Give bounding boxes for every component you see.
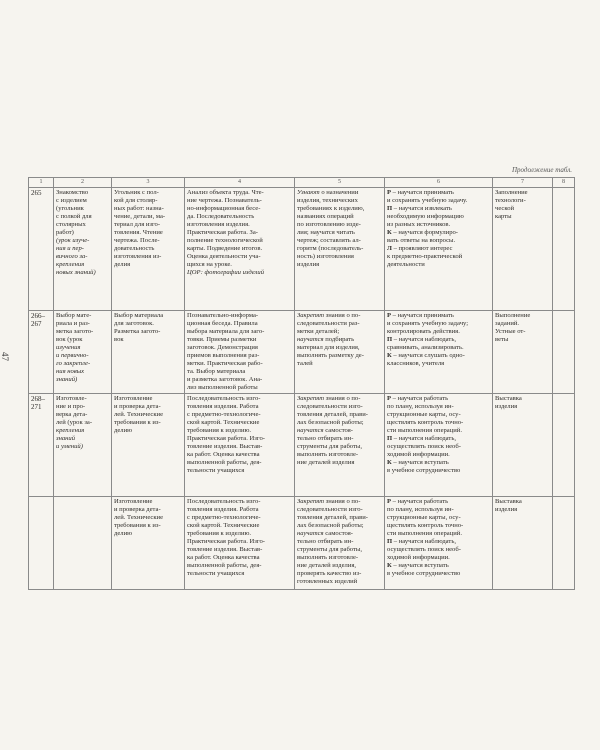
uud-line: к предметно-практической xyxy=(387,253,463,260)
uud-line: сти выполнения операций. xyxy=(387,427,462,434)
uud-line: и сохранять учебную задачу; xyxy=(387,320,469,327)
uud-key: П xyxy=(387,435,393,442)
subject-results-cell xyxy=(295,497,385,590)
topic-line: верка дета- xyxy=(56,411,88,418)
activity-line: товления изделия. Работа xyxy=(187,403,259,410)
uud-line: в учебное сотрудничество xyxy=(387,467,461,474)
column-number: 5 xyxy=(295,178,385,188)
uud-line: Р – научатся принимать xyxy=(387,189,454,196)
column-number: 8 xyxy=(553,178,575,188)
subject-line: по изготовлению изде- xyxy=(297,221,361,228)
content-line: довательность xyxy=(114,245,155,252)
uud-line: ходимой информации. xyxy=(387,451,450,458)
subject-line: выполнять изготовле- xyxy=(297,451,359,458)
control-cell xyxy=(493,394,553,497)
subject-line: проверять качество из- xyxy=(297,570,362,577)
uud-cell xyxy=(385,497,493,590)
content-line: требования к из- xyxy=(114,522,161,529)
content-line: Разметка загото- xyxy=(114,328,161,335)
content-line: вок xyxy=(114,336,124,343)
content-line: чение, детали, ма- xyxy=(114,213,166,220)
topic-line: вичного за- xyxy=(56,253,88,260)
uud-key: П xyxy=(387,205,393,212)
lesson-number: 265 xyxy=(31,189,42,197)
topic-line: изучения xyxy=(56,344,81,351)
uud-key: Р xyxy=(387,312,392,319)
subject-line: товления деталей, прави- xyxy=(297,411,368,418)
activity-line: полнение технологической xyxy=(187,237,263,244)
content-line: для заготовок. xyxy=(114,320,154,327)
subject-line: следовательности раз- xyxy=(297,320,360,327)
subject-line: Закрепят знания о по- xyxy=(297,312,361,319)
subject-line: тельно отбирать ин- xyxy=(297,538,354,545)
subject-results-cell xyxy=(295,188,385,311)
content-line: изготовления из- xyxy=(114,253,162,260)
content-line: Изготовление xyxy=(114,395,153,402)
topic-line: ние и про- xyxy=(56,403,86,410)
subject-line: следовательности изго- xyxy=(297,403,363,410)
control-cell xyxy=(493,311,553,394)
subject-line: выполнять изготовле- xyxy=(297,554,359,561)
subject-line-lead: Закрепят xyxy=(297,312,324,319)
activity-line: товления изделия. Работа xyxy=(187,506,259,513)
uud-key: К xyxy=(387,459,392,466)
activity-line: Практическая работа. За- xyxy=(187,229,258,236)
control-line: Выставка xyxy=(495,395,522,402)
topic-cell xyxy=(54,188,112,311)
topic-line: Знакомство xyxy=(56,189,89,196)
topic-line: ния и пер- xyxy=(56,245,84,252)
uud-line: в учебное сотрудничество xyxy=(387,570,461,577)
subject-line: струменты для работы, xyxy=(297,546,362,553)
activity-line: изготовления изделия. xyxy=(187,221,250,228)
content-cell xyxy=(112,188,185,311)
uud-line: П – научатся извлекать xyxy=(387,205,452,212)
topic-line: (урок изуче- xyxy=(56,237,90,244)
activity-line: ЦОР: фотографии изделий xyxy=(187,269,265,276)
topic-line: крепления xyxy=(56,261,85,268)
content-line: лей. Технические xyxy=(114,514,164,521)
uud-key: К xyxy=(387,562,392,569)
activity-line: та. Выбор материала xyxy=(187,368,246,375)
activity-cell xyxy=(185,394,295,497)
content-line: и проверка дета- xyxy=(114,506,161,513)
column-number: 6 xyxy=(385,178,493,188)
control-cell xyxy=(493,497,553,590)
table-row xyxy=(29,188,575,311)
uud-line: контролировать действия. xyxy=(387,328,460,335)
lesson-number: 268– xyxy=(31,395,45,403)
subject-results-cell xyxy=(295,311,385,394)
control-line: Устные от- xyxy=(495,328,526,335)
control-line: ческой xyxy=(495,205,515,212)
activity-line: товки. Приемы разметки xyxy=(187,336,257,343)
topic-line: и первично- xyxy=(56,352,89,359)
control-line: Выставка xyxy=(495,498,522,505)
empty-cell xyxy=(553,188,575,311)
uud-line: струкционные карты, осу- xyxy=(387,514,461,521)
lesson-number: 267 xyxy=(31,320,42,328)
topic-cell xyxy=(54,497,112,590)
subject-line: лах безопасной работы; xyxy=(297,419,364,426)
uud-line: П – научатся наблюдать, xyxy=(387,336,456,343)
content-line: делию xyxy=(114,530,133,537)
subject-line: материал для изделия, xyxy=(297,344,360,351)
topic-line: метка загото- xyxy=(56,328,94,335)
subject-line-lead: Узнают xyxy=(297,189,320,196)
uud-line: Р – научатся принимать xyxy=(387,312,454,319)
control-line: технологи- xyxy=(495,197,526,204)
table-row xyxy=(29,497,575,590)
page-number: 47 xyxy=(0,352,10,361)
empty-cell xyxy=(553,394,575,497)
content-line: чертежа. После- xyxy=(114,237,160,244)
uud-line: сти выполнения операций. xyxy=(387,530,462,537)
uud-line: П – научатся наблюдать, xyxy=(387,435,456,442)
content-line: требования к из- xyxy=(114,419,161,426)
activity-line: и разметка заготовок. Ана- xyxy=(187,376,263,383)
uud-line: из разных источников. xyxy=(387,221,451,228)
control-line: карты xyxy=(495,213,512,220)
topic-line: знаний xyxy=(56,435,76,442)
column-number: 1 xyxy=(29,178,54,188)
column-number: 3 xyxy=(112,178,185,188)
subject-line: чертеж; составлять ал- xyxy=(297,237,361,244)
activity-line: Практическая работа. Изго- xyxy=(187,538,265,545)
subject-line: тельно отбирать ин- xyxy=(297,435,354,442)
activity-line: приемов выполнения раз- xyxy=(187,352,260,359)
content-line: товления. Чтение xyxy=(114,229,163,236)
subject-line: лах безопасной работы; xyxy=(297,522,364,529)
activity-line: метки. Практическая рабо- xyxy=(187,360,263,367)
content-cell xyxy=(112,311,185,394)
uud-line: Л – проявляют интерес xyxy=(387,245,453,252)
lesson-number-cell xyxy=(29,497,54,590)
activity-line: товление изделия. Выстав- xyxy=(187,546,263,553)
uud-key: Р xyxy=(387,395,392,402)
activity-line: Оценка деятельности уча- xyxy=(187,253,261,260)
activity-line: Последовательность изго- xyxy=(187,395,261,402)
topic-line: вок (урок xyxy=(56,336,83,343)
uud-key: П xyxy=(387,336,393,343)
content-cell xyxy=(112,394,185,497)
activity-line: ционная беседа. Правила xyxy=(187,320,258,327)
subject-line: выполнять разметку де- xyxy=(297,352,364,359)
activity-line: но-информационная бесе- xyxy=(187,205,261,212)
content-line: лей. Технические xyxy=(114,411,164,418)
uud-line: К – научатся вступать xyxy=(387,459,449,466)
topic-cell xyxy=(54,311,112,394)
uud-cell xyxy=(385,311,493,394)
column-number: 7 xyxy=(493,178,553,188)
topic-line: знаний) xyxy=(56,376,78,383)
topic-line: работ) xyxy=(56,229,74,236)
column-number: 2 xyxy=(54,178,112,188)
activity-line: Практическая работа. Изго- xyxy=(187,435,265,442)
uud-key: Р xyxy=(387,498,392,505)
activity-line: карты. Подведение итогов. xyxy=(187,245,263,252)
empty-cell xyxy=(553,311,575,394)
subject-line: ность) изготовления xyxy=(297,253,354,260)
uud-line: по плану, используя ин- xyxy=(387,506,454,513)
uud-line: ществлять контроль точно- xyxy=(387,522,464,529)
topic-line: Изготовле- xyxy=(56,395,87,402)
control-line: заданий. xyxy=(495,320,520,327)
subject-line-lead: Закрепят xyxy=(297,395,324,402)
topic-line: го закрепле- xyxy=(56,360,91,367)
subject-line: готовленных изделий xyxy=(297,578,358,585)
uud-key: К xyxy=(387,229,392,236)
activity-line: щихся на уроке. xyxy=(187,261,232,268)
uud-cell xyxy=(385,188,493,311)
uud-key: К xyxy=(387,352,392,359)
subject-line: лия; научатся читать xyxy=(297,229,355,236)
activity-line: Анализ объекта труда. Чте- xyxy=(187,189,264,196)
uud-line: вать ответы на вопросы. xyxy=(387,237,456,244)
control-cell xyxy=(493,188,553,311)
uud-line: по плану, используя ин- xyxy=(387,403,454,410)
empty-cell xyxy=(553,497,575,590)
content-line: и проверка дета- xyxy=(114,403,161,410)
activity-line: тельности учащихся xyxy=(187,570,245,577)
subject-line: следовательности изго- xyxy=(297,506,363,513)
subject-line: названиях операций xyxy=(297,213,354,220)
subject-line: талей xyxy=(297,360,313,367)
subject-line-lead: научатся xyxy=(297,427,324,434)
activity-line: заготовок. Демонстрация xyxy=(187,344,258,351)
control-line: Выполнение xyxy=(495,312,531,319)
uud-key: П xyxy=(387,538,393,545)
control-line: Заполнение xyxy=(495,189,528,196)
uud-line: ходимой информации. xyxy=(387,554,450,561)
content-line: кой для столяр- xyxy=(114,197,158,204)
uud-line: К – научатся слушать одно- xyxy=(387,352,465,359)
activity-line: лиз выполненной работы xyxy=(187,384,258,391)
subject-line: научатся подбирать xyxy=(297,336,355,343)
uud-line: Р – научатся работать xyxy=(387,498,449,505)
activity-line: ка работ. Оценка качества xyxy=(187,554,260,561)
uud-line: сравнивать, анализировать. xyxy=(387,344,464,351)
lesson-number-cell xyxy=(29,188,54,311)
activity-line: требования к изделию. xyxy=(187,530,252,537)
uud-key: Р xyxy=(387,189,392,196)
subject-line: ние деталей изделия xyxy=(297,459,355,466)
uud-key: Л xyxy=(387,245,392,252)
subject-line: требованиях к изделию, xyxy=(297,205,365,212)
uud-line: необходимую информацию xyxy=(387,213,464,220)
lesson-number: 271 xyxy=(31,403,42,411)
lesson-number-cell xyxy=(29,311,54,394)
uud-line: ществлять контроль точно- xyxy=(387,419,464,426)
activity-line: ской картой. Технические xyxy=(187,419,260,426)
content-line: Угольник с пол- xyxy=(114,189,159,196)
uud-line: классников, учителя xyxy=(387,360,445,367)
subject-line: горитм (последователь- xyxy=(297,245,364,252)
content-cell xyxy=(112,497,185,590)
control-line: изделия xyxy=(495,403,518,410)
subject-line: товления деталей, прави- xyxy=(297,514,368,521)
control-line: изделия xyxy=(495,506,518,513)
lesson-number-cell xyxy=(29,394,54,497)
activity-line: Последовательность изго- xyxy=(187,498,261,505)
table-row xyxy=(29,311,575,394)
column-number: 4 xyxy=(185,178,295,188)
content-line: Выбор материала xyxy=(114,312,164,319)
topic-line: (угольник xyxy=(56,205,84,212)
lesson-number: 266– xyxy=(31,312,45,320)
activity-cell xyxy=(185,497,295,590)
subject-line-lead: научатся xyxy=(297,336,324,343)
subject-line-lead: Закрепят xyxy=(297,498,324,505)
table-row xyxy=(29,394,575,497)
subject-line: Закрепят знания о по- xyxy=(297,395,361,402)
topic-line: лей (урок за- xyxy=(56,419,93,426)
activity-line: с предметно-технологиче- xyxy=(187,514,261,521)
uud-line: Р – научатся работать xyxy=(387,395,449,402)
topic-line: Выбор мате- xyxy=(56,312,92,319)
content-line: териал для изго- xyxy=(114,221,161,228)
activity-line: товление изделия. Выстав- xyxy=(187,443,263,450)
content-line: делию xyxy=(114,427,133,434)
activity-line: ка работ. Оценка качества xyxy=(187,451,260,458)
activity-line: Познавательно-информа- xyxy=(187,312,259,319)
activity-line: ние чертежа. Познаватель- xyxy=(187,197,262,204)
control-line: веты xyxy=(495,336,509,343)
subject-line: научатся самостоя- xyxy=(297,530,353,537)
activity-cell xyxy=(185,188,295,311)
content-line: ных работ: назна- xyxy=(114,205,164,212)
subject-line: Узнают о назначении xyxy=(297,189,359,196)
content-line: делия xyxy=(114,261,131,268)
activity-line: выполненной работы, дея- xyxy=(187,562,262,569)
uud-line: деятельности xyxy=(387,261,425,268)
activity-line: да. Последовательность xyxy=(187,213,255,220)
activity-line: выбора материала для заго- xyxy=(187,328,265,335)
uud-cell xyxy=(385,394,493,497)
subject-line: изделия xyxy=(297,261,320,268)
uud-line: осуществлять поиск необ- xyxy=(387,546,461,553)
topic-line: крепления xyxy=(56,427,85,434)
topic-line: и умений) xyxy=(56,443,83,450)
subject-line: Закрепят знания о по- xyxy=(297,498,361,505)
subject-line: метки деталей; xyxy=(297,328,340,335)
topic-line: с изделием xyxy=(56,197,87,204)
activity-line: выполненной работы, дея- xyxy=(187,459,262,466)
subject-line: струменты для работы, xyxy=(297,443,362,450)
subject-line-lead: научатся xyxy=(297,530,324,537)
activity-line: ской картой. Технические xyxy=(187,522,260,529)
subject-line: изделия, технических xyxy=(297,197,358,204)
activity-line: с предметно-технологиче- xyxy=(187,411,261,418)
uud-line: К – научатся вступать xyxy=(387,562,449,569)
topic-line: с полкой для xyxy=(56,213,92,220)
uud-line: осуществлять поиск необ- xyxy=(387,443,461,450)
subject-line: ние деталей изделия, xyxy=(297,562,357,569)
topic-line: новых знаний) xyxy=(56,269,96,276)
lesson-plan-table xyxy=(28,177,575,590)
subject-results-cell xyxy=(295,394,385,497)
uud-line: и сохранять учебную задачу. xyxy=(387,197,468,204)
uud-line: струкционные карты, осу- xyxy=(387,411,461,418)
topic-line: ния новых xyxy=(56,368,85,375)
activity-line: требования к изделию. xyxy=(187,427,252,434)
content-line: Изготовление xyxy=(114,498,153,505)
topic-line: столярных xyxy=(56,221,86,228)
activity-cell xyxy=(185,311,295,394)
uud-line: П – научатся наблюдать, xyxy=(387,538,456,545)
activity-line: тельности учащихся xyxy=(187,467,245,474)
uud-line: К – научатся формулиро- xyxy=(387,229,458,236)
topic-cell xyxy=(54,394,112,497)
column-number-row xyxy=(29,178,575,188)
continuation-label: Продолжение табл. xyxy=(511,166,572,174)
topic-line: риала и раз- xyxy=(56,320,90,327)
subject-line: научатся самостоя- xyxy=(297,427,353,434)
